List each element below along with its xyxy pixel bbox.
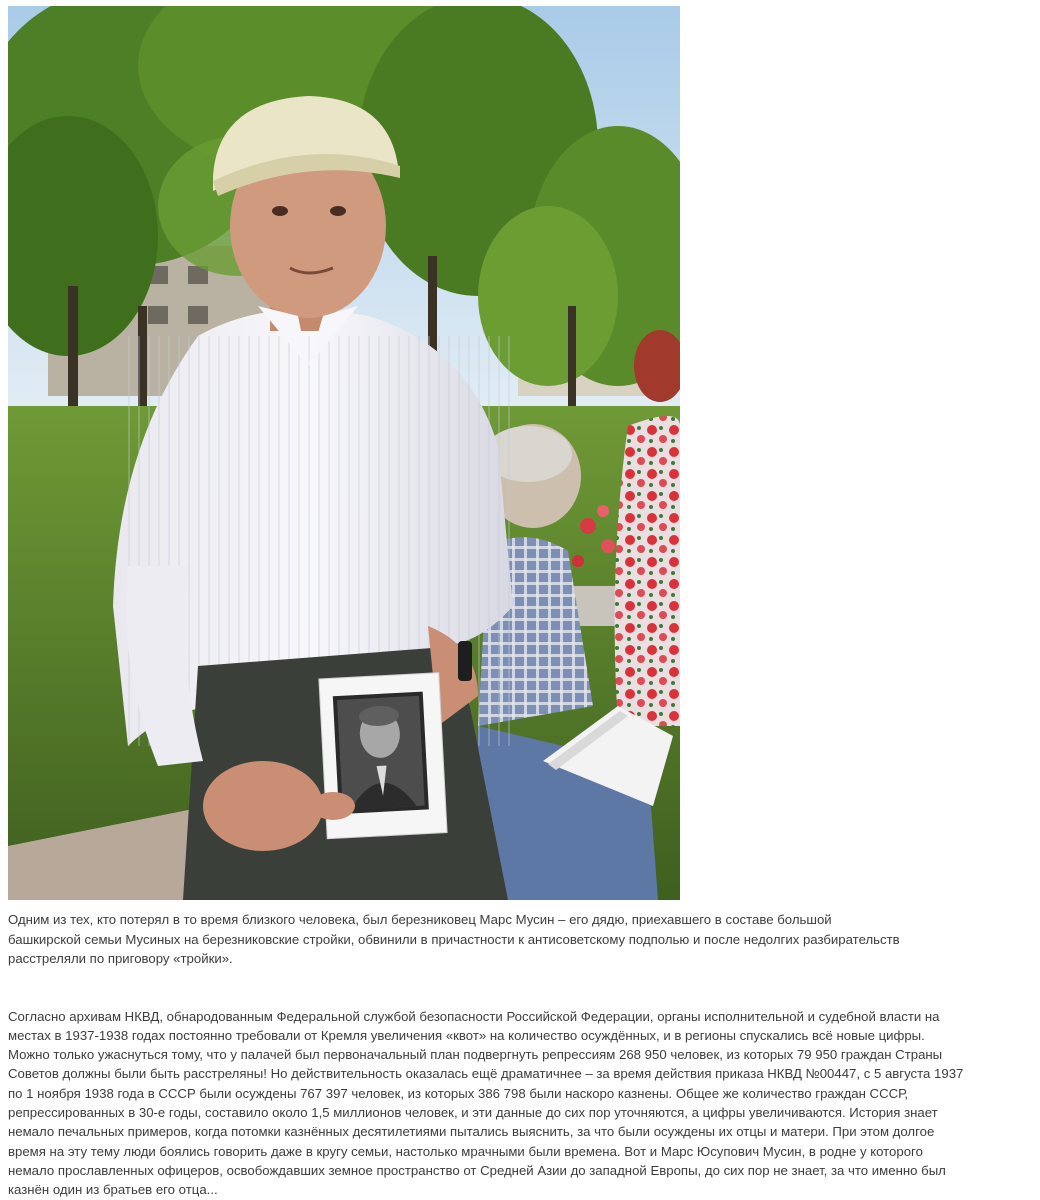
- article: [8, 6, 968, 1199]
- article-paragraph: Согласно архивам НКВД, обнародованным Федеральной службой безопасности Российской Федерации, органы исполнительной и судебной власти на местах в 1937-1938 годах постоянно требовали от Кремля увеличения «квот» на количество осуждённых, и в регионы спускались всё новые цифры. Можно только ужаснуться тому, что у палачей был первоначальный план подвергнуть репрессиям 268 950 человек, из которых 79 950 граждан Страны Советов должны были быть расстреляны! Но действительность оказалась ещё драматичнее – за время действия приказа НКВД №00447, с 5 августа 1937 по 1 ноября 1938 года в СССР были осуждены 767 397 человек, из которых 386 798 были наскоро казнены. Общее же количество граждан СССР, репрессированных в 30-е годы, составило около 1,5 миллионов человек, и эти данные до сих пор уточняются, а цифры увеличиваются. История знает немало печальных примеров, когда потомки казнённых десятилетиями пытались выяснить, за что были осуждены их отцы и матери. При этом долгое время на эту тему люди боялись говорить даже в кругу семьи, настолько мрачными были времена. Вот и Марс Юсупович Мусин, в родне у которого немало прославленных офицеров, освобождавших земное пространство от Средней Азии до западной Европы, до сих пор не знает, за что именно был казнён один из братьев его отца...: [8, 1008, 964, 1198]
- article-photo: [8, 6, 680, 900]
- photo-illustration: [8, 6, 680, 900]
- photo-caption: Одним из тех, кто потерял в то время близкого человека, был березниковец Марс Мусин – его дядю, приехавшего в составе большой башкирской семьи Мусиных на березниковские стройки, обвинили в причастности к антисоветскому подполью и после недолгих разбирательств расстреляли по приговору «тройки».: [8, 912, 900, 966]
